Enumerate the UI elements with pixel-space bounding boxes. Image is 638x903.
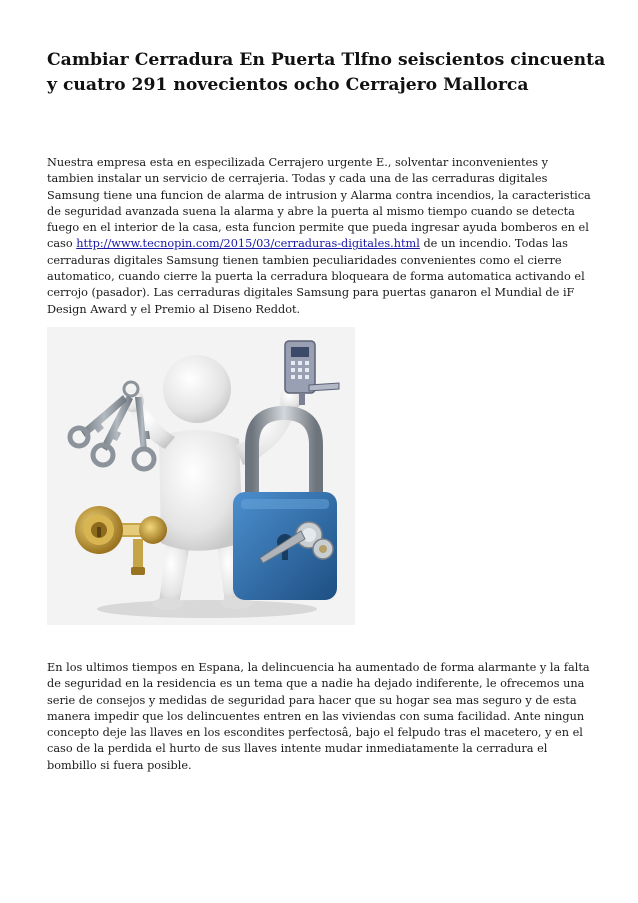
paragraph-1-text-before-link: Nuestra empresa esta en especilizada Cerrajero urgente E., solventar inconvenientes y tambien instalar un servicio de cerrajeria. Todas y cada una de las cerraduras digitales Samsung tiene una funcion de alarma de intrusion y Alarma contra incendios, la caracteristica de seguridad avanzada suena la alarma y abre la puerta al mismo tiempo cuando se detecta fuego en el interior de la casa, esta funcion permite que pueda ingresar ayuda bomberos en el caso	[47, 156, 591, 251]
padlock-icon	[233, 413, 337, 600]
locksmith-illustration	[47, 327, 355, 625]
deadbolt-lock-icon	[75, 506, 167, 575]
article-paragraph-1	[47, 155, 595, 318]
article-paragraph-2: En los ultimos tiempos en Espana, la delincuencia ha aumentado de forma alarmante y la falta de seguridad en la residencia es un tema que a nadie ha dejado indiferente, le ofrecemos una serie de consejos y medidas de seguridad para hacer que su hogar sea mas seguro y de esta manera impedir que los delincuentes entren en las viviendas con suma facilidad. Ante ningun concepto deje las llaves en los escondites perfectosâ, bajo el felpudo tras el macetero, y en el caso de la perdida el hurto de sus llaves intente mudar inmediatamente la cerradura el bombillo si fuera posible.	[47, 661, 590, 772]
article-title: Cambiar Cerradura En Puerta Tlfno seiscientos cincuenta y cuatro 291 novecientos ocho Cerrajero Mallorca	[47, 50, 606, 95]
locksmith-figure-illustration-icon	[47, 327, 355, 625]
cerraduras-digitales-link[interactable]: http://www.tecnopin.com/2015/03/cerraduras-digitales.html	[76, 237, 420, 251]
paragraph-1-text-after-link: de un incendio. Todas las cerraduras digitales Samsung tienen tambien peculiaridades convenientes como el cierre automatico, cuando cierre la puerta la cerradura bloqueara de forma automatica activando el cerrojo (pasador). Las cerraduras digitales Samsung para puertas ganaron el Mundial de iF Design Award y el Premio al Diseno Reddot.	[47, 237, 585, 316]
